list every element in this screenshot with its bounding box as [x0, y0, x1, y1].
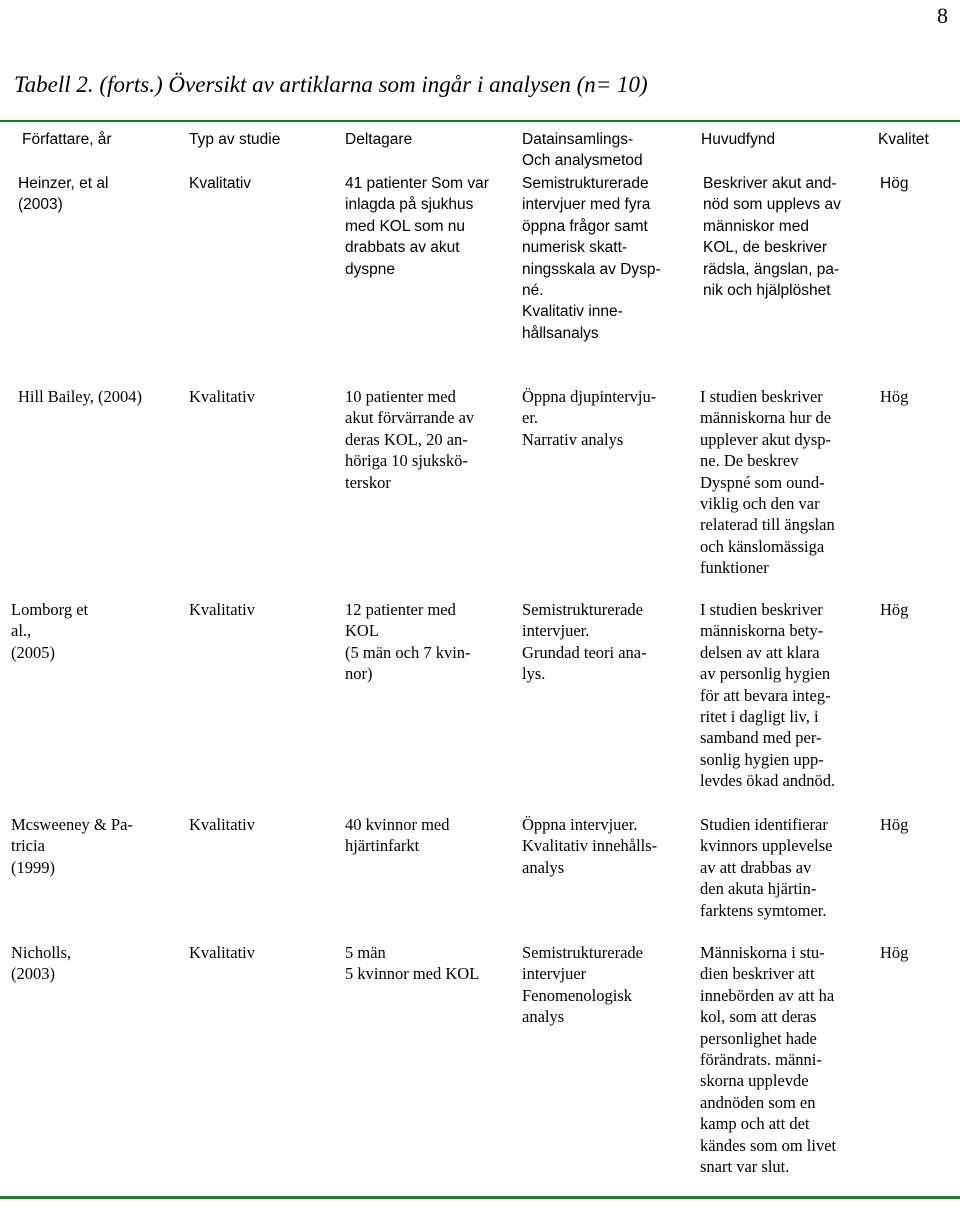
cell-method: Semistrukturerade intervjuer. Grundad teori ana- lys. [522, 600, 647, 684]
header-author: Författare, år [22, 131, 112, 148]
cell-author: Lomborg et al., (2005) [11, 600, 89, 662]
cell-findings: I studien beskriver människorna hur de upplever akut dysp- ne. De beskrev Dyspné som ound- viklig och den var relaterad till ängslan och känslomässiga funktioner [700, 387, 835, 578]
cell-participants: 12 patienter med KOL (5 män och 7 kvin- nor) [345, 600, 471, 684]
cell-findings: I studien beskriver människorna bety- delsen av att klara av personlig hygien för att bevara integ- ritet i dagligt liv, i samband med per- sonlig hygien upp- levdes ökad andnöd. [700, 600, 836, 791]
header-findings: Huvudfynd [701, 131, 776, 148]
cell-findings: Människorna i stu- dien beskriver att innebörden av att ha kol, som att deras personlighet hade förändrats. männi- skorna upplevde andnöden som en kamp och att det kändes som om livet snart var slut. [700, 943, 837, 1177]
cell-participants: 5 män 5 kvinnor med KOL [345, 943, 480, 984]
table-top-rule [0, 120, 960, 122]
header-quality: Kvalitet [878, 131, 929, 148]
header-method: Datainsamlings- Och analysmetod [522, 131, 643, 170]
cell-author: Nicholls, (2003) [11, 943, 72, 984]
cell-author: Heinzer, et al (2003) [18, 175, 109, 214]
cell-study-type: Kvalitativ [189, 815, 255, 834]
header-study-type: Typ av studie [189, 131, 281, 148]
header-participants: Deltagare [345, 131, 413, 148]
cell-quality: Hög [880, 815, 909, 834]
cell-quality: Hög [880, 600, 909, 619]
cell-participants: 10 patienter med akut förvärrande av deras KOL, 20 an- höriga 10 sjukskö- terskor [345, 387, 475, 492]
cell-method: Semistrukturerade intervjuer Fenomenologisk analys [522, 943, 643, 1027]
cell-method: Semistrukturerade intervjuer med fyra öppna frågor samt numerisk skatt- ningsskala av Dysp- né. Kvalitativ inne- hållsanalys [522, 175, 661, 342]
table-bottom-rule [0, 1196, 960, 1199]
cell-quality: Hög [880, 387, 909, 406]
cell-author: Mcsweeney & Pa- tricia (1999) [11, 815, 133, 877]
cell-study-type: Kvalitativ [189, 175, 252, 192]
cell-findings: Beskriver akut and- nöd som upplevs av människor med KOL, de beskriver rädsla, ängslan, pa- nik och hjälplöshet [703, 175, 841, 300]
cell-participants: 40 kvinnor med hjärtinfarkt [345, 815, 450, 856]
cell-method: Öppna intervjuer. Kvalitativ innehålls- analys [522, 815, 658, 877]
cell-author: Hill Bailey, (2004) [18, 387, 143, 406]
cell-study-type: Kvalitativ [189, 600, 255, 619]
cell-participants: 41 patienter Som var inlagda på sjukhus med KOL som nu drabbats av akut dyspne [345, 175, 489, 278]
cell-findings: Studien identifierar kvinnors upplevelse av att drabbas av den akuta hjärtin- farktens symtomer. [700, 815, 833, 920]
cell-study-type: Kvalitativ [189, 943, 255, 962]
page-number: 8 [937, 3, 948, 28]
cell-quality: Hög [880, 943, 909, 962]
table-title: Tabell 2. (forts.) Översikt av artiklarna som ingår i analysen (n= 10) [14, 72, 648, 97]
cell-study-type: Kvalitativ [189, 387, 255, 406]
cell-method: Öppna djupintervju- er. Narrativ analys [522, 387, 657, 449]
cell-quality: Hög [880, 175, 909, 192]
